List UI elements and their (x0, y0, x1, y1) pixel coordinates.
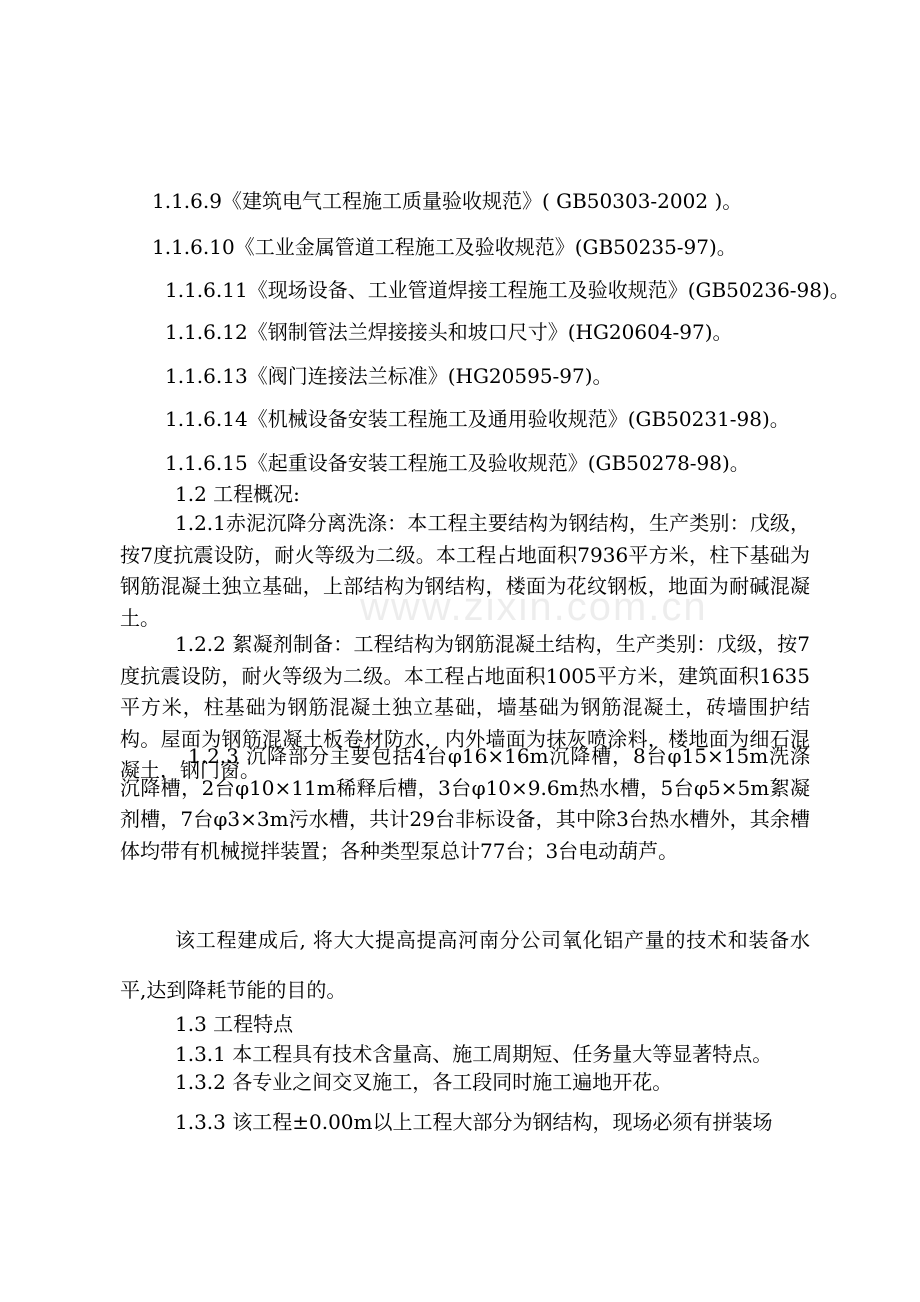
section-heading-1-2: 1.2 工程概况: (175, 482, 300, 506)
ref-1-1-6-11: 1.1.6.11《现场设备、工业管道焊接工程施工及验收规范》(GB50236-98)。 (165, 278, 850, 302)
ref-1-1-6-14: 1.1.6.14《机械设备安装工程施工及通用验收规范》(GB50231-98)。 (165, 407, 790, 431)
item-1-3-3: 1.3.3 该工程±0.00m以上工程大部分为钢结构，现场必须有拼装场 (175, 1110, 773, 1134)
paragraph-1-2-3: 1.2.3 沉降部分主要包括4台φ16×16m沉降槽，8台φ15×15m洗涤沉降槽，2台φ10×11m稀释后槽，3台φ10×9.6m热水槽，5台φ5×5m絮凝剂槽，7台φ3×3m污水槽，共计29台非标设备，其中除3台热水槽外，其余槽体均带有机械搅拌装置；各种类型泵总计77台；3台电动葫芦。 (120, 744, 810, 863)
ref-1-1-6-15: 1.1.6.15《起重设备安装工程施工及验收规范》(GB50278-98)。 (165, 451, 750, 475)
item-1-3-1: 1.3.1 本工程具有技术含量高、施工周期短、任务量大等显著特点。 (175, 1042, 773, 1066)
paragraph-1-2-1: 1.2.1赤泥沉降分离洗涤：本工程主要结构为钢结构，生产类别：戊级，按7度抗震设防，耐火等级为二级。本工程占地面积7936平方米，柱下基础为钢筋混凝土独立基础，上部结构为钢结构，楼面为花纹钢板，地面为耐碱混凝土。 (120, 511, 810, 630)
ref-1-1-6-12: 1.1.6.12《钢制管法兰焊接接头和坡口尺寸》(HG20604-97)。 (165, 320, 733, 344)
paragraph-summary: 该工程建成后, 将大大提高提高河南分公司氧化铝产量的技术和装备水平,达到降耗节能的目的。 (120, 928, 810, 1002)
watermark: www.zixin.com.cn (360, 585, 708, 629)
paragraph-1-2-2: 1.2.2 絮凝剂制备：工程结构为钢筋混凝土结构，生产类别：戊级，按7度抗震设防，耐火等级为二级。本工程占地面积1005平方米，建筑面积1635平方米，柱基础为钢筋混凝土独立基础，墙基础为钢筋混凝土，砖墙围护结构。屋面为钢筋混凝土板卷材防水，内外墙面为抹灰喷涂料，楼地面为细石混凝土，钢门窗。 (120, 632, 810, 783)
item-1-3-2: 1.3.2 各专业之间交叉施工，各工段同时施工遍地开花。 (175, 1070, 673, 1094)
section-heading-1-3: 1.3 工程特点 (175, 1012, 294, 1036)
ref-1-1-6-10: 1.1.6.10《工业金属管道工程施工及验收规范》(GB50235-97)。 (152, 235, 737, 259)
ref-1-1-6-13: 1.1.6.13《阀门连接法兰标准》(HG20595-97)。 (165, 364, 613, 388)
ref-1-1-6-9: 1.1.6.9《建筑电气工程施工质量验收规范》( GB50303-2002 )。 (152, 189, 743, 213)
